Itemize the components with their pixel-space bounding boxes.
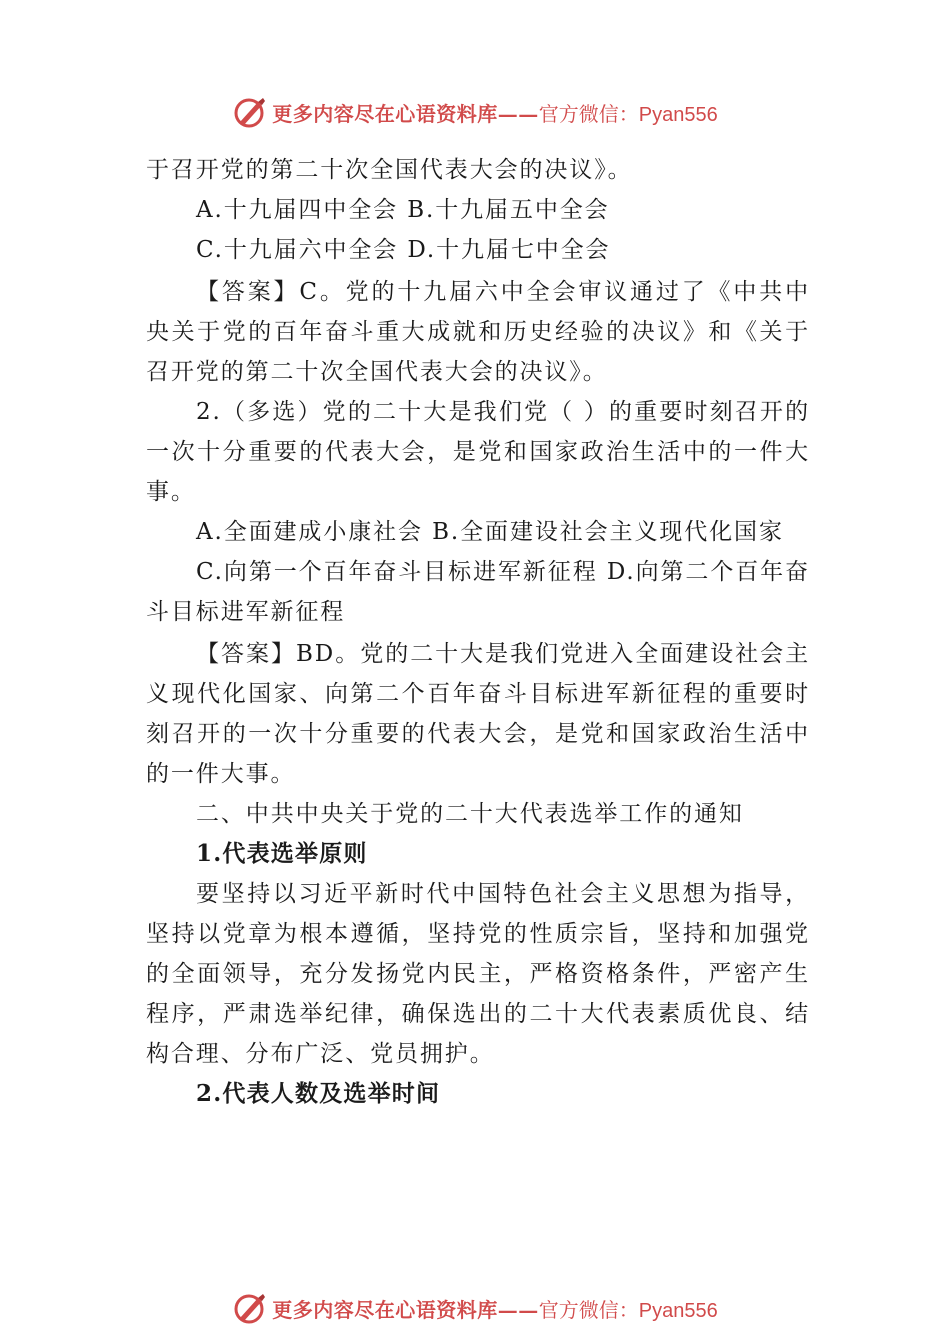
- header-brand-text: 更多内容尽在心语资料库——: [272, 101, 539, 126]
- header-banner: [0, 92, 950, 132]
- footer-banner: [0, 1288, 950, 1328]
- q2-question: 2.（多选）党的二十大是我们党（ ）的重要时刻召开的一次十分重要的代表大会，是党和国家政治生活中的一件大事。: [146, 399, 810, 505]
- q1-options-ab: A.十九届四中全会 B.十九届五中全会: [196, 197, 610, 223]
- q1-options-cd: C.十九届六中全会 D.十九届七中全会: [196, 237, 611, 263]
- q1-answer: 【答案】C。党的十九届六中全会审议通过了《中共中央关于党的百年奋斗重大成就和历史经验的决议》和《关于召开党的第二十次全国代表大会的决议》。: [146, 279, 810, 385]
- q2-options-cd: C.向第一个百年奋斗目标进军新征程 D.向第二个百年奋斗目标进军新征程: [146, 559, 810, 625]
- footer-wechat-text: 官方微信：Pyan556: [538, 1299, 718, 1322]
- pen-logo-icon: [232, 1290, 268, 1326]
- section2-sub2-title: 2.代表人数及选举时间: [196, 1080, 441, 1107]
- header-wechat-text: 官方微信：Pyan556: [538, 103, 718, 126]
- section2-sub1-title: 1.代表选举原则: [196, 840, 368, 867]
- section2-sub1-body: 要坚持以习近平新时代中国特色社会主义思想为指导，坚持以党章为根本遵循，坚持党的性质宗旨，坚持和加强党的全面领导，充分发扬党内民主，严格资格条件，严密产生程序，严肃选举纪律，确保选出的二十大代表素质优良、结构合理、分布广泛、党员拥护。: [146, 881, 810, 1067]
- pen-logo-icon: [232, 94, 268, 130]
- q2-options-ab: A.全面建成小康社会 B.全面建设社会主义现代化国家: [196, 519, 784, 545]
- section2-title: 二、中共中央关于党的二十大代表选举工作的通知: [196, 801, 744, 827]
- q2-answer: 【答案】BD。党的二十大是我们党进入全面建设社会主义现代化国家、向第二个百年奋斗目标进军新征程的重要时刻召开的一次十分重要的代表大会，是党和国家政治生活中的一件大事。: [146, 641, 810, 787]
- document-body: [146, 150, 810, 1114]
- q1-tail: 于召开党的第二十次全国代表大会的决议》。: [146, 157, 633, 183]
- footer-brand-text: 更多内容尽在心语资料库——: [272, 1297, 539, 1322]
